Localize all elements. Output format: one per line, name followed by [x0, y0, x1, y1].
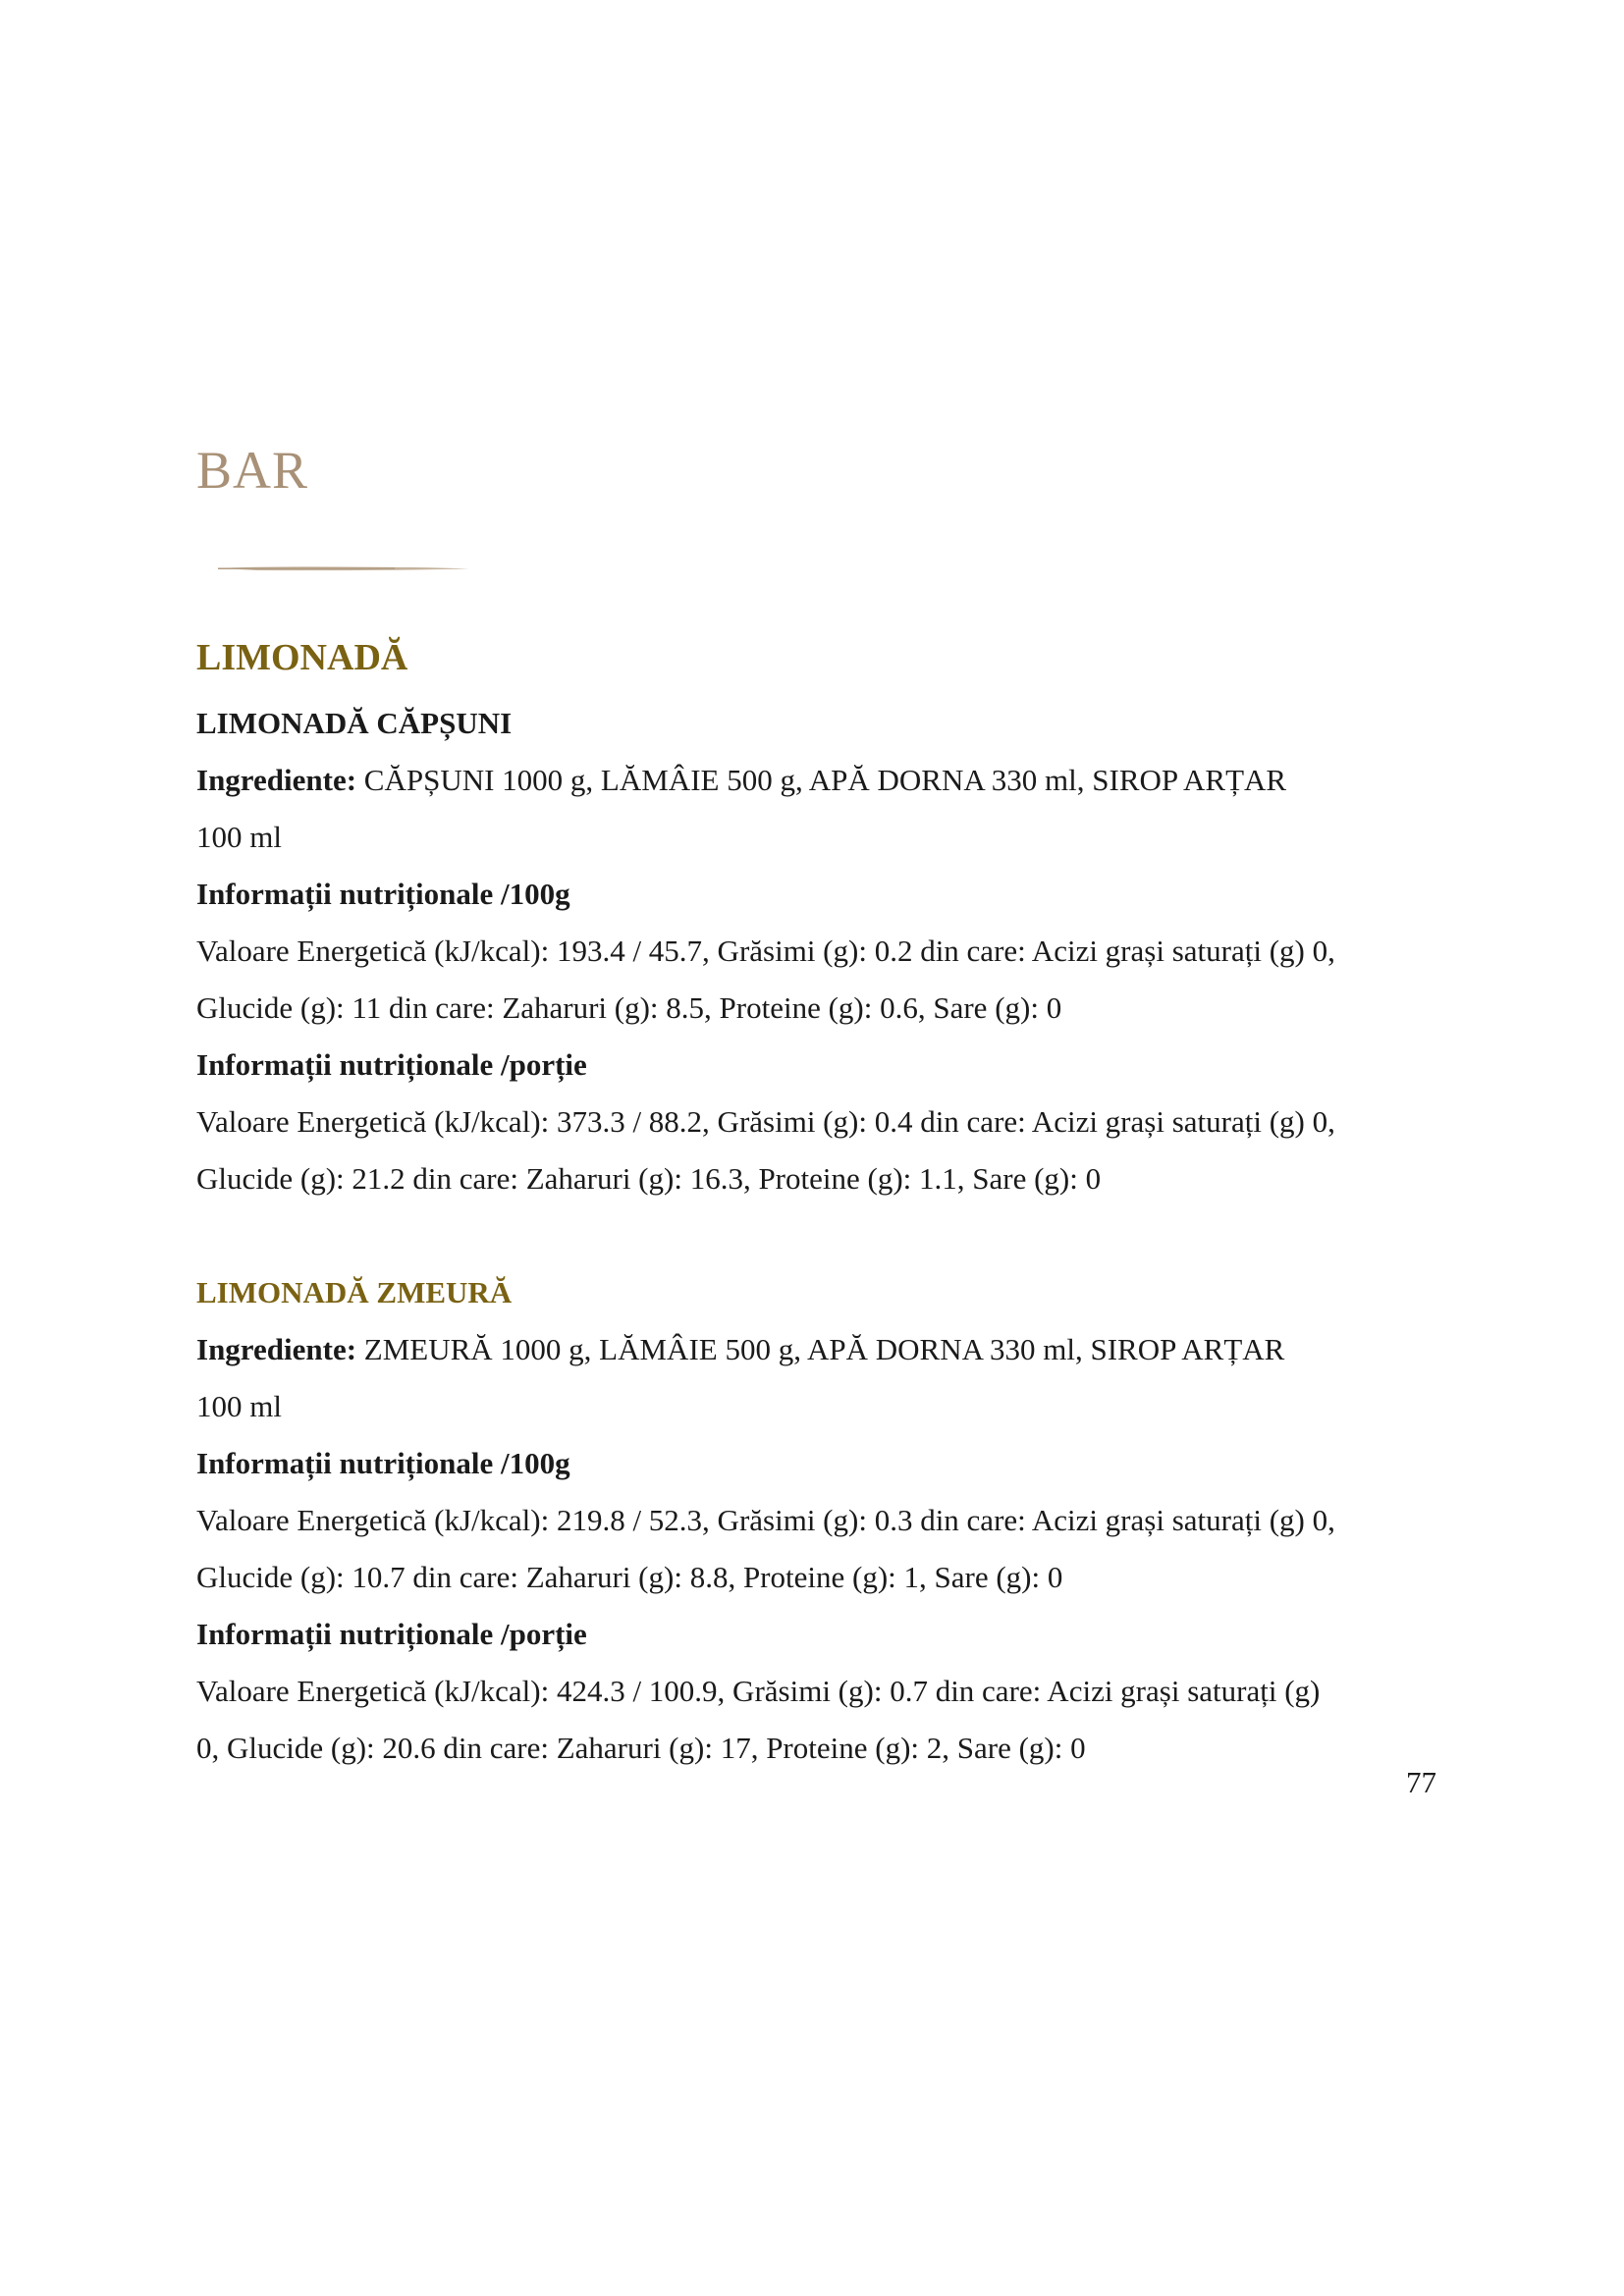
- ingredients-text: CĂPȘUNI 1000 g, LĂMÂIE 500 g, APĂ DORNA 330 ml, SIROP ARȚAR: [356, 763, 1287, 797]
- nutrition-portion-label: Informații nutriționale /porție: [196, 1047, 587, 1082]
- nutrition-portion-line: Valoare Energetică (kJ/kcal): 424.3 / 100.9, Grăsimi (g): 0.7 din care: Acizi grași saturați (g): [196, 1674, 1321, 1708]
- item-title: LIMONADĂ CĂPȘUNI: [196, 706, 513, 740]
- nutrition-portion-line: Valoare Energetică (kJ/kcal): 373.3 / 88.2, Grăsimi (g): 0.4 din care: Acizi grași saturați (g) 0,: [196, 1104, 1335, 1139]
- item-title: LIMONADĂ ZMEURĂ: [196, 1275, 513, 1309]
- decorative-divider: [218, 565, 469, 571]
- nutrition-portion-label: Informații nutriționale /porție: [196, 1617, 587, 1651]
- category-heading: LIMONADĂ: [196, 637, 408, 678]
- page-number: 77: [1406, 1765, 1436, 1799]
- nutrition-portion-line: Glucide (g): 21.2 din care: Zaharuri (g): 16.3, Proteine (g): 1.1, Sare (g): 0: [196, 1161, 1102, 1196]
- ingredients-text: ZMEURĂ 1000 g, LĂMÂIE 500 g, APĂ DORNA 330 ml, SIROP ARȚAR: [356, 1332, 1285, 1366]
- nutrition-100g-label: Informații nutriționale /100g: [196, 877, 570, 911]
- ingredients-label: Ingrediente:: [196, 1332, 357, 1366]
- nutrition-portion-line: 0, Glucide (g): 20.6 din care: Zaharuri (g): 17, Proteine (g): 2, Sare (g): 0: [196, 1731, 1086, 1765]
- document-body: [196, 628, 1443, 1777]
- ingredients-line: [196, 1321, 1443, 1378]
- nutrition-100g-line: Valoare Energetică (kJ/kcal): 193.4 / 45.7, Grăsimi (g): 0.2 din care: Acizi grași saturați (g) 0,: [196, 934, 1335, 968]
- section-title: BAR: [196, 441, 309, 500]
- nutrition-100g-line: Glucide (g): 10.7 din care: Zaharuri (g): 8.8, Proteine (g): 1, Sare (g): 0: [196, 1560, 1063, 1594]
- nutrition-100g-line: Valoare Energetică (kJ/kcal): 219.8 / 52.3, Grăsimi (g): 0.3 din care: Acizi grași saturați (g) 0,: [196, 1503, 1335, 1537]
- nutrition-100g-line: Glucide (g): 11 din care: Zaharuri (g): 8.5, Proteine (g): 0.6, Sare (g): 0: [196, 990, 1062, 1025]
- menu-item: [196, 1264, 1443, 1777]
- ingredients-continued: 100 ml: [196, 1389, 282, 1423]
- ingredients-continued: 100 ml: [196, 820, 282, 854]
- spacer: [196, 1207, 1443, 1264]
- nutrition-100g-label: Informații nutriționale /100g: [196, 1446, 570, 1480]
- ingredients-line: [196, 752, 1443, 809]
- ingredients-label: Ingrediente:: [196, 763, 357, 797]
- menu-item: [196, 695, 1443, 1207]
